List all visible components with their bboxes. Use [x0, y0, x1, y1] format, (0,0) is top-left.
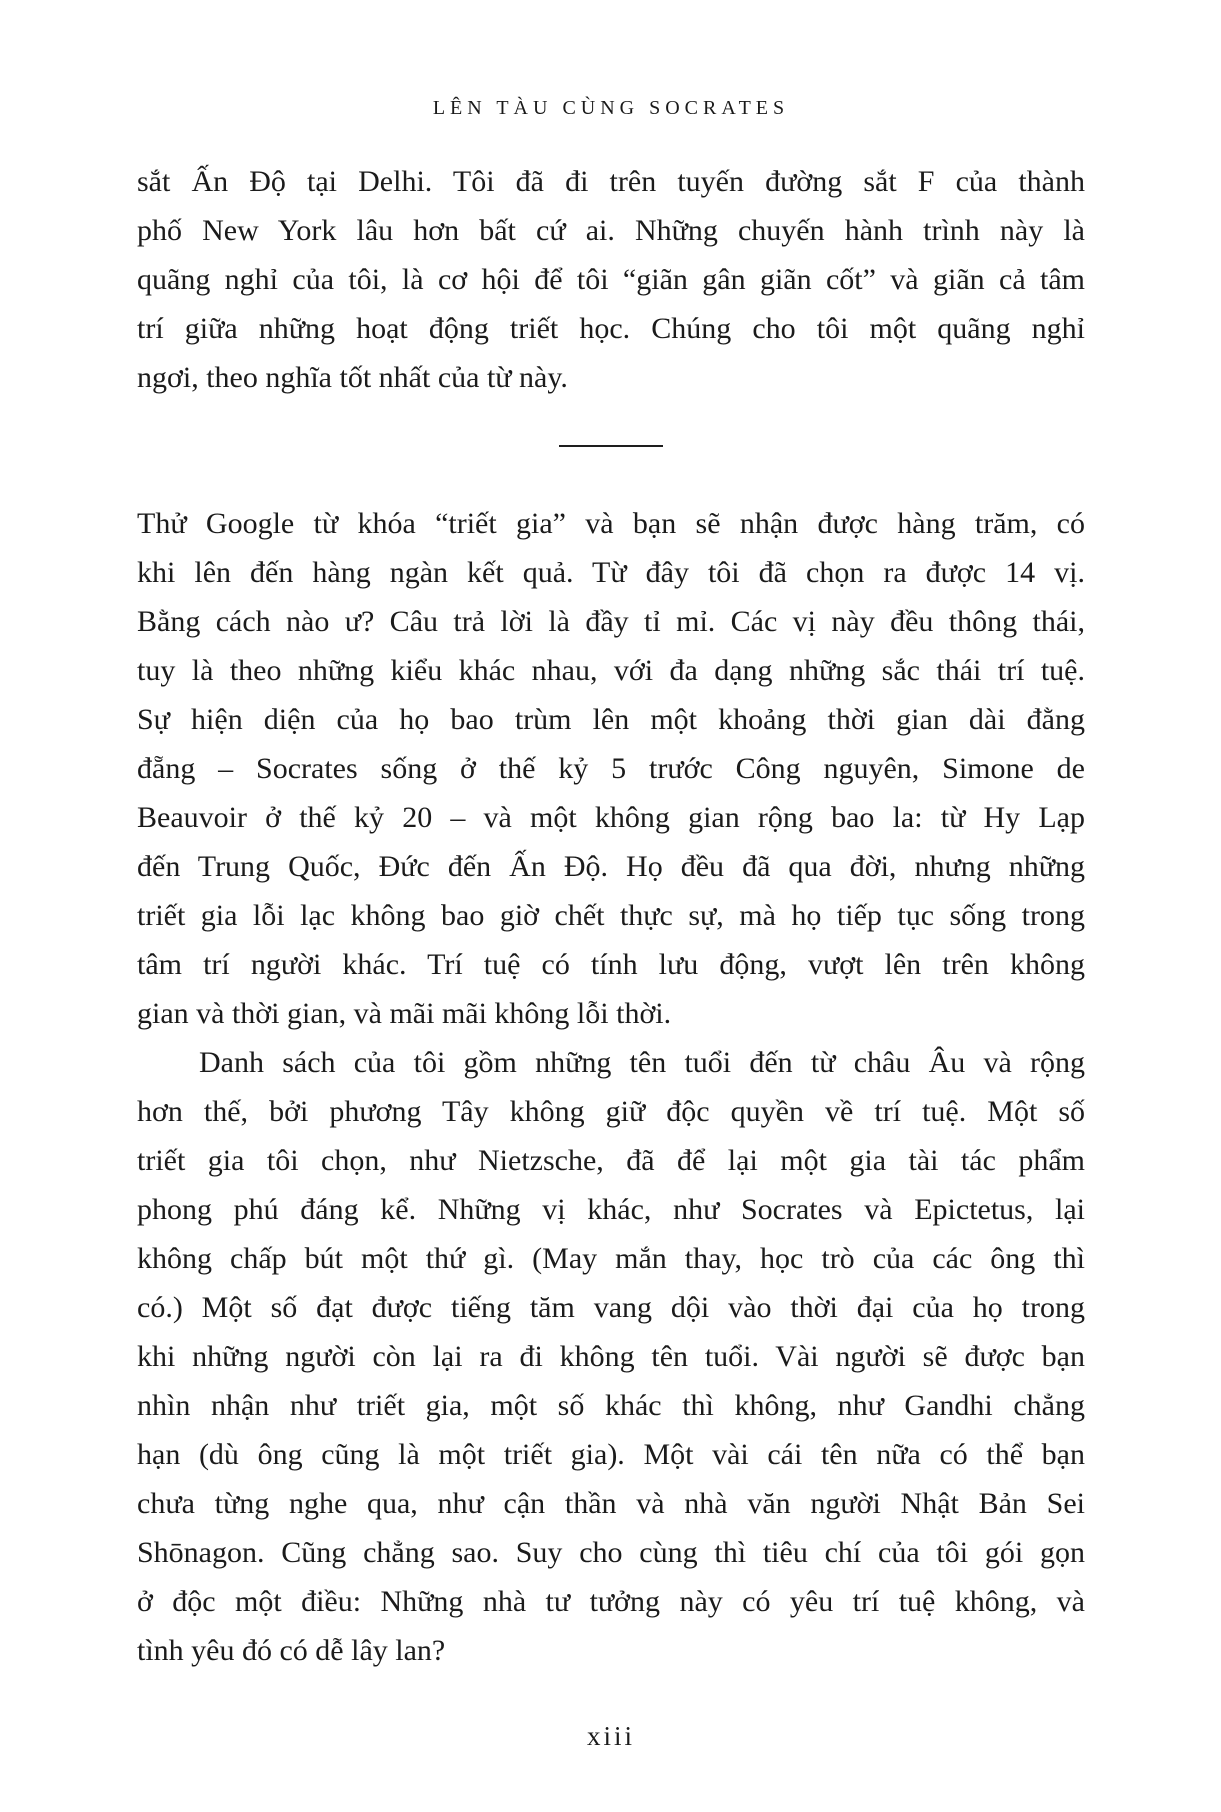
- text-line: phố New York lâu hơn bất cứ ai. Những chuyến hành trình này là: [137, 214, 1085, 247]
- text-line: Bằng cách nào ư? Câu trả lời là đầy tỉ mỉ. Các vị này đều thông thái,: [137, 605, 1085, 638]
- text-line: phong phú đáng kể. Những vị khác, như Socrates và Epictetus, lại: [137, 1193, 1085, 1226]
- page-body: [137, 157, 1085, 1675]
- text-column: [137, 0, 1085, 1752]
- text-line: Shōnagon. Cũng chẳng sao. Suy cho cùng thì tiêu chí của tôi gói gọn: [137, 1536, 1085, 1569]
- text-line: triết gia lỗi lạc không bao giờ chết thực sự, mà họ tiếp tục sống trong: [137, 899, 1085, 932]
- text-line: hạn (dù ông cũng là một triết gia). Một vài cái tên nữa có thể bạn: [137, 1438, 1085, 1471]
- text-line: khi những người còn lại ra đi không tên tuổi. Vài người sẽ được bạn: [137, 1340, 1085, 1373]
- text-line: đẵng – Socrates sống ở thế kỷ 5 trước Công nguyên, Simone de: [137, 752, 1085, 785]
- text-line: tuy là theo những kiểu khác nhau, với đa dạng những sắc thái trí tuệ.: [137, 654, 1085, 687]
- section-divider: [559, 445, 663, 447]
- text-line: Sự hiện diện của họ bao trùm lên một khoảng thời gian dài đằng: [137, 703, 1085, 736]
- text-line: sắt Ấn Độ tại Delhi. Tôi đã đi trên tuyến đường sắt F của thành: [137, 165, 1085, 198]
- text-line: tâm trí người khác. Trí tuệ có tính lưu động, vượt lên trên không: [137, 948, 1085, 981]
- page-number: xiii: [586, 1721, 635, 1751]
- text-line: gian và thời gian, và mãi mãi không lỗi thời.: [137, 997, 672, 1030]
- text-line: ngơi, theo nghĩa tốt nhất của từ này.: [137, 361, 568, 394]
- text-line: đến Trung Quốc, Đức đến Ấn Độ. Họ đều đã qua đời, nhưng những: [137, 850, 1085, 883]
- text-line: tình yêu đó có dễ lây lan?: [137, 1634, 446, 1667]
- text-line: trí giữa những hoạt động triết học. Chúng cho tôi một quãng nghỉ: [137, 312, 1085, 345]
- text-line: hơn thế, bởi phương Tây không giữ độc quyền về trí tuệ. Một số: [137, 1095, 1085, 1128]
- text-line: khi lên đến hàng ngàn kết quả. Từ đây tôi đã chọn ra được 14 vị.: [137, 556, 1085, 589]
- paragraph: [137, 499, 1085, 1038]
- text-line: ở độc một điều: Những nhà tư tưởng này có yêu trí tuệ không, và: [137, 1585, 1085, 1618]
- paragraph: [137, 1038, 1085, 1675]
- text-line: Beauvoir ở thế kỷ 20 – và một không gian rộng bao la: từ Hy Lạp: [137, 801, 1085, 834]
- text-line: Danh sách của tôi gồm những tên tuổi đến từ châu Âu và rộng: [199, 1046, 1085, 1079]
- text-line: chưa từng nghe qua, như cận thần và nhà văn người Nhật Bản Sei: [137, 1487, 1085, 1520]
- text-line: quãng nghỉ của tôi, là cơ hội để tôi “giãn gân giãn cốt” và giãn cả tâm: [137, 263, 1085, 296]
- text-line: không chấp bút một thứ gì. (May mắn thay, học trò của các ông thì: [137, 1242, 1085, 1275]
- text-line: nhìn nhận như triết gia, một số khác thì không, như Gandhi chẳng: [137, 1389, 1085, 1422]
- text-line: Thử Google từ khóa “triết gia” và bạn sẽ nhận được hàng trăm, có: [137, 507, 1085, 540]
- text-line: có.) Một số đạt được tiếng tăm vang dội vào thời đại của họ trong: [137, 1291, 1085, 1324]
- text-line: triết gia tôi chọn, như Nietzsche, đã để lại một gia tài tác phẩm: [137, 1144, 1085, 1177]
- running-header: LÊN TÀU CÙNG SOCRATES: [432, 97, 790, 119]
- paragraph: [137, 157, 1085, 402]
